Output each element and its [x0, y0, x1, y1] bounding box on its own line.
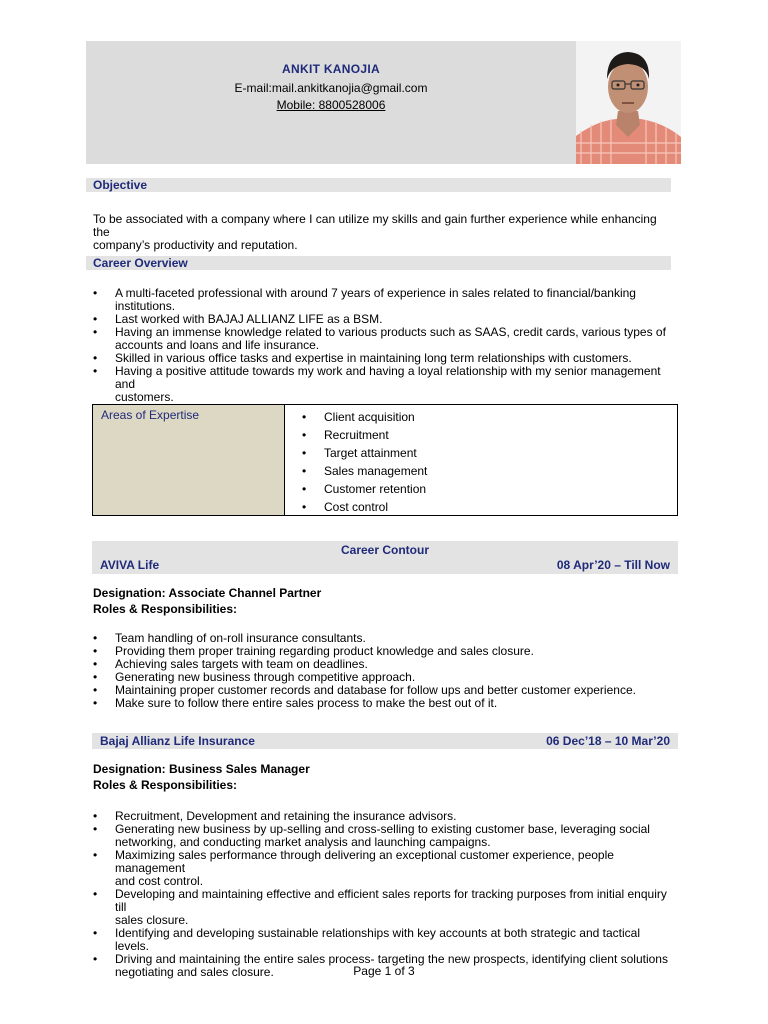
list-item-line: • Generating new business by up-selling and cross-selling to existing customer base, leveraging social [115, 822, 650, 836]
email-label: E-mail: [234, 81, 272, 95]
objective-heading: Objective [93, 178, 148, 192]
objective-text-line: To be associated with a company where I can utilize my skills and gain further experience while enhancing the [93, 212, 657, 239]
job-designation: Designation: Business Sales Manager [93, 762, 310, 776]
list-item-line: • Maximizing sales performance through delivering an exceptional customer experience, people management [115, 848, 614, 875]
list-item [93, 287, 673, 313]
career-contour-heading: Career Contour [340, 543, 429, 557]
job-company: AVIVA Life [100, 558, 160, 572]
expertise-item: • Client acquisition [302, 408, 427, 426]
list-item [93, 927, 673, 953]
job-dates: 08 Apr’20 – Till Now [556, 558, 670, 572]
list-item-line: • Maintaining proper customer records and database for follow ups and better customer experience. [115, 683, 636, 697]
list-item-line: • Make sure to follow there entire sales process to make the best out of it. [115, 696, 498, 710]
list-item-line: • Identifying and developing sustainable relationships with key accounts at both strategic and tactical levels. [115, 926, 640, 953]
list-item-line: • Having a positive attitude towards my work and having a loyal relationship with my senior management and [115, 364, 661, 391]
expertise-item: • Target attainment [302, 444, 427, 462]
objective-text [93, 213, 673, 252]
job-dates: 06 Dec’18 – 10 Mar’20 [546, 734, 670, 748]
list-item-line: • Achieving sales targets with team on deadlines. [115, 657, 368, 671]
career-overview-list [93, 287, 673, 404]
list-item [93, 365, 673, 404]
list-item-line: • Providing them proper training regarding product knowledge and sales closure. [115, 644, 534, 658]
page-number: Page 1 of 3 [353, 964, 415, 978]
job-designation: Designation: Associate Channel Partner [93, 586, 322, 600]
list-item-line: • Last worked with BAJAJ ALLIANZ LIFE as a BSM. [115, 312, 383, 326]
objective-bar [86, 178, 671, 192]
roles-heading: Roles & Responsibilities: [93, 602, 238, 616]
objective-text-line: company’s productivity and reputation. [93, 238, 298, 252]
list-item [93, 326, 673, 352]
list-item-line: negotiating and sales closure. [115, 965, 274, 979]
list-item-line: • Driving and maintaining the entire sales process- targeting the new prospects, identifying client solutions [115, 952, 668, 966]
email-line [86, 81, 576, 95]
mobile-line [86, 98, 576, 112]
expertise-list [302, 408, 427, 516]
list-item-line: customers. [115, 390, 174, 404]
list-item-line: • Team handling of on-roll insurance consultants. [115, 631, 366, 645]
list-item [93, 697, 673, 710]
list-item-line: • A multi-faceted professional with around 7 years of experience in sales related to financial/banking [115, 286, 636, 300]
list-item-line: • Having an immense knowledge related to various products such as SAAS, credit cards, various types of [115, 325, 666, 339]
list-item-line: • Generating new business through competitive approach. [115, 670, 416, 684]
expertise-item: • Sales management [302, 462, 427, 480]
roles-heading: Roles & Responsibilities: [93, 778, 238, 792]
list-item-line: institutions. [115, 299, 176, 313]
job-responsibilities-list [93, 810, 673, 979]
list-item [93, 888, 673, 927]
list-item-line: accounts and loans and life insurance. [115, 338, 320, 352]
career-overview-heading: Career Overview [93, 256, 188, 270]
list-item-line: • Skilled in various office tasks and expertise in maintaining long term relationships with customers. [115, 351, 632, 365]
list-item-line: • Recruitment, Development and retaining the insurance advisors. [115, 809, 457, 823]
expertise-label: Areas of Expertise [101, 408, 200, 422]
expertise-item: • Cost control [302, 498, 427, 516]
email-address[interactable]: mail.ankitkanojia@gmail.com [271, 81, 428, 95]
list-item-line: and cost control. [115, 874, 204, 888]
list-item-line: • Developing and maintaining effective and efficient sales reports for tracking purposes from initial enquiry till [115, 887, 667, 914]
expertise-item: • Recruitment [302, 426, 427, 444]
profile-photo [576, 41, 681, 164]
expertise-item: • Customer retention [302, 480, 427, 498]
list-item [93, 849, 673, 888]
list-item-line: sales closure. [115, 913, 189, 927]
job-responsibilities-list [93, 632, 673, 710]
job-company: Bajaj Allianz Life Insurance [100, 734, 255, 748]
candidate-name: ANKIT KANOJIA [282, 62, 380, 76]
expertise-label-cell [93, 405, 285, 515]
mobile-number: Mobile: 8800528006 [276, 98, 386, 112]
list-item-line: networking, and conducting market analysis and launching campaigns. [115, 835, 491, 849]
list-item [93, 823, 673, 849]
